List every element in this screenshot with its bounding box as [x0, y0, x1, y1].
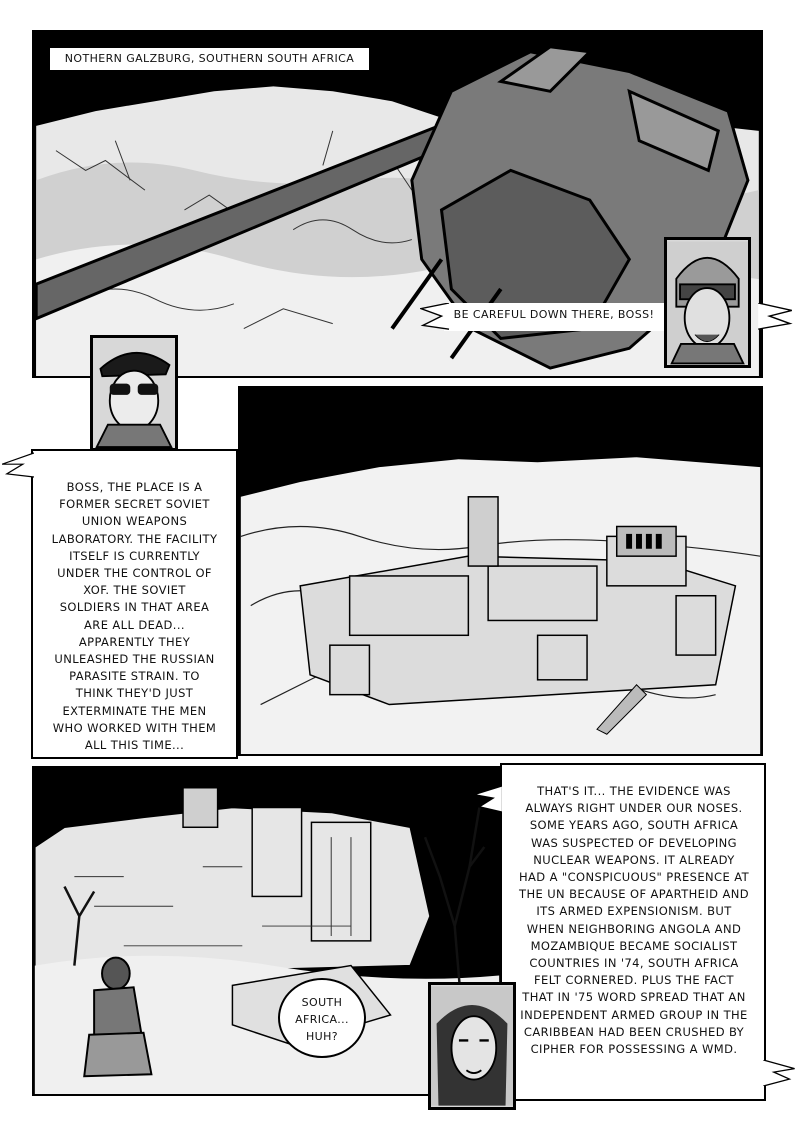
caption-tail-left — [420, 303, 450, 331]
caption-tail-left-3 — [473, 786, 503, 812]
speech-bubble-snake: SOUTH AFRICA... HUH? — [278, 978, 366, 1058]
pilot-portrait — [664, 237, 751, 368]
woman-face-icon — [431, 985, 513, 1107]
caption-tail-left-2 — [2, 452, 34, 478]
pilot-helmet-icon — [667, 240, 748, 365]
panel-2-facility — [238, 386, 763, 756]
woman-portrait — [428, 982, 516, 1110]
caption-tail-right-3 — [762, 1060, 796, 1086]
snake-sunglasses-icon — [93, 338, 175, 448]
boss-beret-portrait — [90, 335, 178, 451]
caption-tail-right — [753, 303, 797, 331]
location-caption: NOTHERN GALZBURG, SOUTHERN SOUTH AFRICA — [48, 46, 371, 72]
radio-caption-history: THAT'S IT... THE EVIDENCE WAS ALWAYS RIGHT UNDER OUR NOSES. SOME YEARS AGO, SOUTH AFRICA WAS SUSPECTED OF DEVELOPING NUCLEAR WEAPONS. IT ALREADY HAD A "CONSPICUOUS" PRESENCE AT THE UN BECAUSE OF APARTHEID AND ITS ARMED EXPENSIONISM. BUT WHEN NEIGHBORING ANGOLA AND MOZAMBIQUE BECAME SOCIALIST COUNTRIES IN '74, SOUTH AFRICA FELT CORNERED. PLUS THE FACT THAT IN '75 WORD SPREAD THAT AN INDEPENDENT ARMED GROUP IN THE CARIBBEAN HAD BEEN CRUSHED BY CIPHER FOR POSSESSING A WMD. — [500, 763, 766, 1101]
radio-caption-pilot: BE CAREFUL DOWN THERE, BOSS! — [444, 303, 664, 331]
facility-art — [240, 388, 761, 754]
radio-caption-facility: BOSS, THE PLACE IS A FORMER SECRET SOVIET UNION WEAPONS LABORATORY. THE FACILITY ITSELF IS CURRENTLY UNDER THE CONTROL OF XOF. THE SOVIET SOLDIERS IN THAT AREA ARE ALL DEAD... APPARENTLY THEY UNLEASHED THE RUSSIAN PARASITE STRAIN. TO THINK THEY'D JUST EXTERMINATE THE MEN WHO WORKED WITH THEM ALL THIS TIME... — [31, 449, 238, 759]
